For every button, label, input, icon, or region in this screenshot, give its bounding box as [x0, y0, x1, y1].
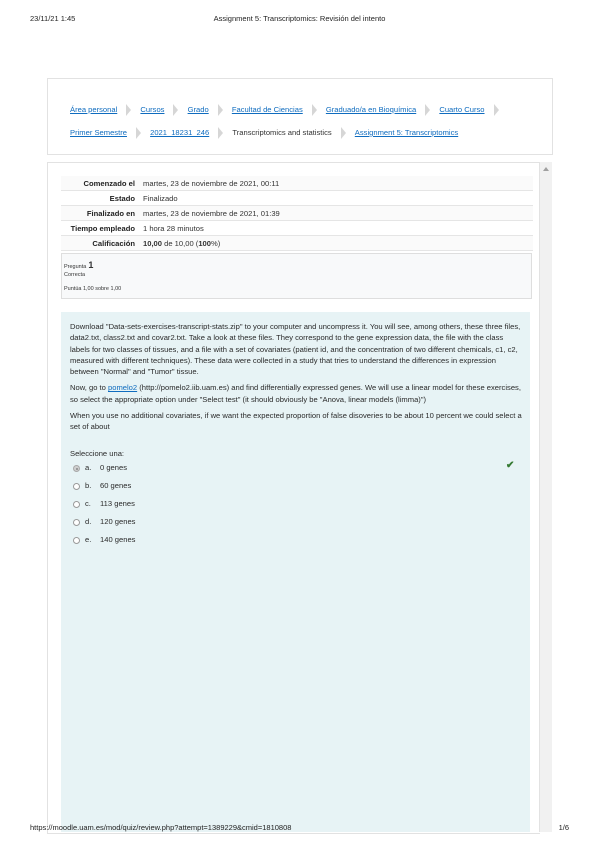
print-page-number: 1/6: [558, 823, 569, 832]
breadcrumb-panel: [47, 78, 553, 155]
summary-key: Estado: [61, 191, 139, 206]
chevron-right-icon: [136, 127, 141, 139]
answer-options: [70, 462, 522, 552]
answer-option-a[interactable]: a. 0 genes ✔: [70, 462, 522, 480]
grade-value: [139, 236, 533, 251]
answer-prompt: Seleccione una:: [70, 449, 125, 458]
chevron-right-icon: [218, 127, 223, 139]
scroll-up-arrow-icon[interactable]: [543, 167, 549, 171]
grade-end: %): [211, 238, 221, 248]
question-info-box: [61, 253, 532, 299]
print-footer: [30, 823, 569, 835]
breadcrumb-item-cursos[interactable]: Cursos: [140, 105, 165, 114]
chevron-right-icon: [173, 104, 178, 116]
print-header: [30, 14, 569, 26]
question-number: Pregunta 1: [64, 260, 94, 270]
print-title: Assignment 5: Transcriptomics: Revisión del intento: [213, 14, 386, 23]
question-state: Correcta: [64, 272, 86, 278]
correct-check-icon: ✔: [506, 460, 515, 471]
radio-icon[interactable]: [73, 519, 80, 526]
grade-mid: de 10,00 (: [162, 238, 199, 248]
radio-icon[interactable]: [73, 537, 80, 544]
breadcrumb-item-facultad[interactable]: Facultad de Ciencias: [231, 105, 303, 114]
breadcrumb-item-course-code[interactable]: 2021_18231_246: [150, 128, 210, 137]
question-text: [70, 321, 522, 438]
summary-value: martes, 23 de noviembre de 2021, 00:11: [139, 176, 533, 191]
answer-option-d[interactable]: d. 120 genes: [70, 516, 522, 534]
grade-percent: 100: [198, 238, 211, 248]
question-grade: Puntúa 1,00 sobre 1,00: [64, 286, 122, 292]
radio-selected-icon[interactable]: [73, 465, 80, 472]
answer-option-b[interactable]: b. 60 genes: [70, 480, 522, 498]
grade-score: 10,00: [143, 238, 163, 248]
print-url: https://moodle.uam.es/mod/quiz/review.php?attempt=1389229&cmid=1810808: [30, 823, 292, 832]
chevron-right-icon: [341, 127, 346, 139]
scrollbar[interactable]: [539, 162, 552, 832]
table-row: [61, 176, 533, 191]
question-paragraph: Now, go to pomelo2 (http://pomelo2.iib.uam.es) and find differentially expressed genes. We will use a linear model for these exercises, so select the appropriate option under "Select test" (it should obviously be "Anova, linear models (limma)"): [70, 383, 521, 404]
breadcrumb-item-graduado[interactable]: Graduado/a en Bioquímica: [325, 105, 417, 114]
summary-key: Calificación: [61, 236, 139, 251]
breadcrumb: [70, 98, 536, 144]
chevron-right-icon: [126, 104, 131, 116]
table-row: [61, 221, 533, 236]
table-row: [61, 236, 533, 251]
answer-option-e[interactable]: e. 140 genes: [70, 534, 522, 552]
pomelo2-link[interactable]: pomelo2: [108, 383, 138, 393]
breadcrumb-item-primer-semestre[interactable]: Primer Semestre: [70, 128, 127, 137]
attempt-summary-table: [61, 176, 533, 251]
summary-key: Comenzado el: [61, 176, 139, 191]
chevron-right-icon: [312, 104, 317, 116]
chevron-right-icon: [425, 104, 430, 116]
radio-icon[interactable]: [73, 501, 80, 508]
question-paragraph: Download "Data-sets-exercises-transcript-stats.zip" to your computer and uncompress it. You will see, among others, these three files, data2.txt, class2.txt and covar2.txt. Take a look at these files. They correspond to the gene expression data, the file with the class labels for two classes of tissues, and a file with a set of covariates (patient id, and the concentration of two different chemicals, c1, c2, measured with different techniques). These data were collected in a study that tries to understand the differences in expression between "Normal" and "Tumor" tissue.: [70, 322, 521, 377]
chevron-right-icon: [494, 104, 499, 116]
question-content: [61, 312, 530, 832]
summary-key: Tiempo empleado: [61, 221, 139, 236]
breadcrumb-item-assignment[interactable]: Assignment 5: Transcriptomics: [354, 128, 459, 137]
summary-value: martes, 23 de noviembre de 2021, 01:39: [139, 206, 533, 221]
summary-key: Finalizado en: [61, 206, 139, 221]
table-row: [61, 191, 533, 206]
table-row: [61, 206, 533, 221]
chevron-right-icon: [218, 104, 223, 116]
print-date: 23/11/21 1:45: [30, 14, 76, 23]
radio-icon[interactable]: [73, 483, 80, 490]
breadcrumb-item-cuarto-curso[interactable]: Cuarto Curso: [439, 105, 485, 114]
summary-value: Finalizado: [139, 191, 533, 206]
breadcrumb-item-grado[interactable]: Grado: [187, 105, 209, 114]
breadcrumb-item-area-personal[interactable]: Área personal: [70, 105, 118, 114]
answer-option-c[interactable]: c. 113 genes: [70, 498, 522, 516]
question-paragraph: When you use no additional covariates, if we want the expected proportion of false disoveries to be about 10 percent we could select a set of about: [70, 411, 522, 432]
breadcrumb-item-section: Transcriptomics and statistics: [232, 128, 332, 137]
summary-value: 1 hora 28 minutos: [139, 221, 533, 236]
